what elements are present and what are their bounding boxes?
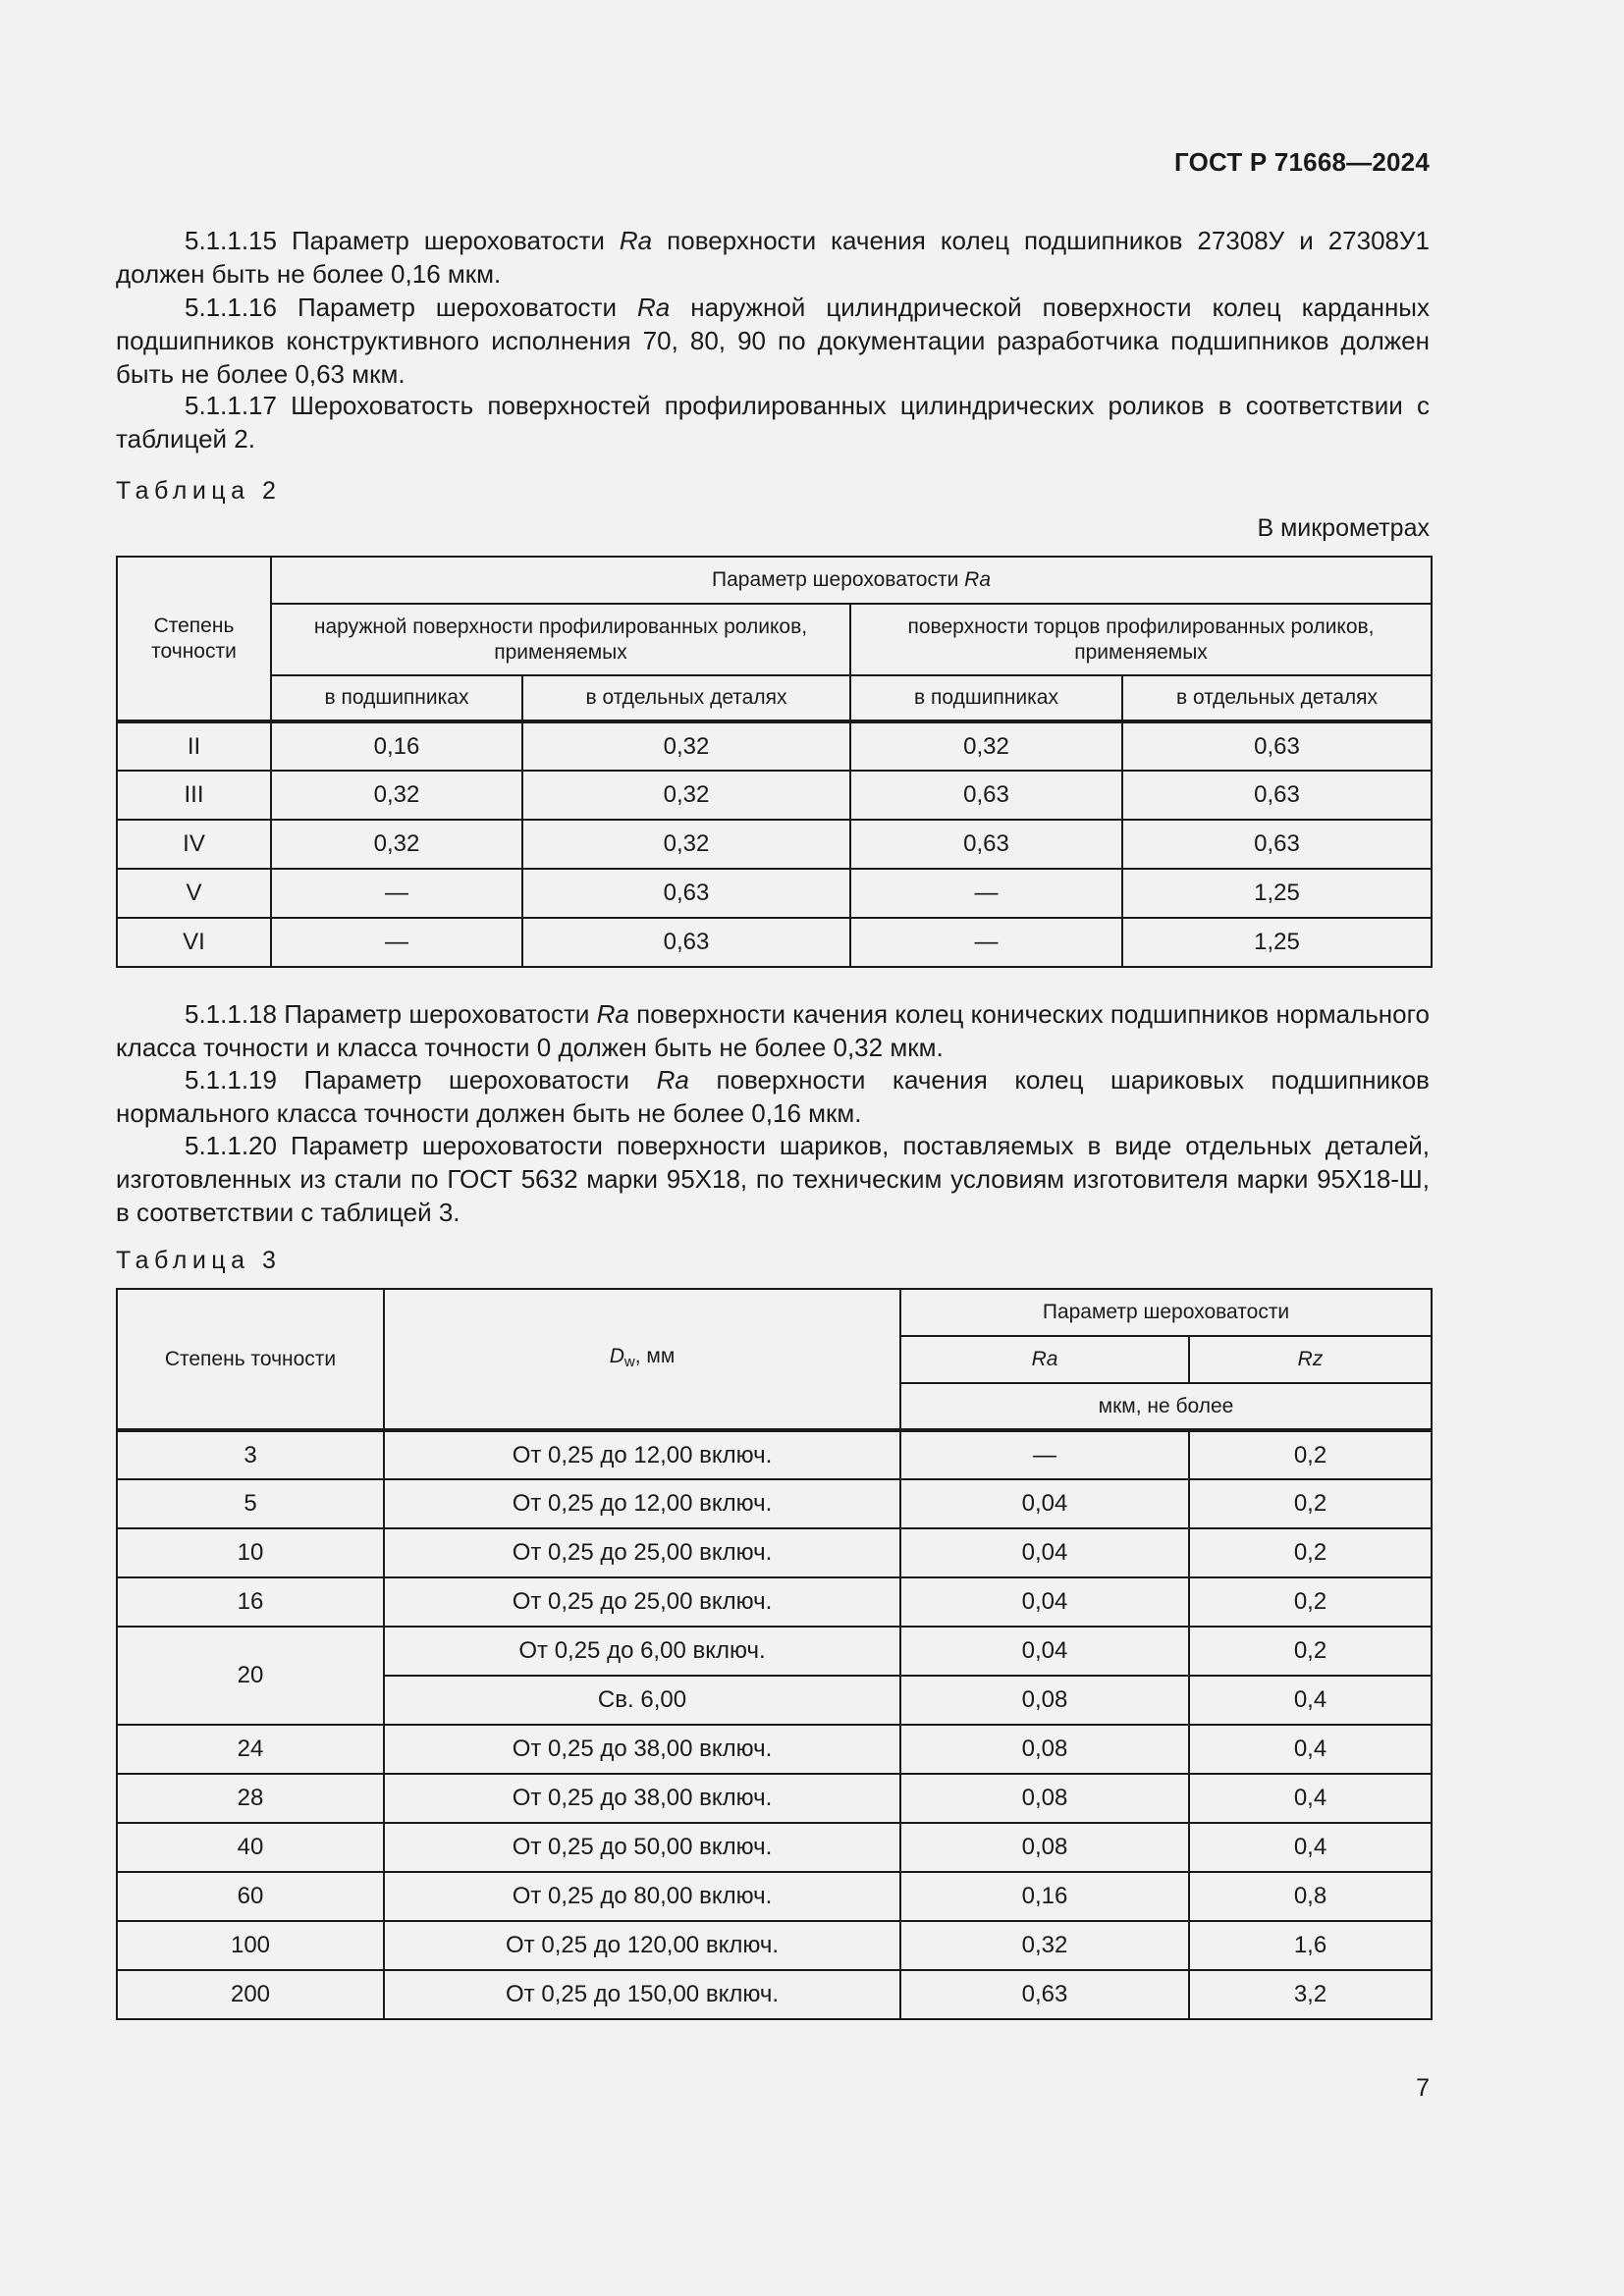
table-2-header-outer: наружной поверхности профилированных роликов, применяемых: [271, 604, 850, 675]
paragraph-5-1-1-18: 5.1.1.18 Параметр шероховатости Ra поверхности качения колец конических подшипников нормального класса точности и класса точности 0 должен быть не более 0,32 мкм.: [116, 999, 1430, 1062]
table-2-header-in-bearings: в подшипниках: [271, 675, 522, 721]
table-3-header-units: мкм, не более: [900, 1383, 1432, 1430]
table-2-caption: Таблица 2: [116, 477, 282, 505]
table-row: 40 От 0,25 до 50,00 включ. 0,08 0,4: [117, 1823, 1432, 1872]
table-row: III 0,32 0,32 0,63 0,63: [117, 771, 1432, 820]
table-3-header-rz: Rz: [1189, 1336, 1432, 1383]
table-row: II 0,16 0,32 0,32 0,63: [117, 721, 1432, 771]
table-row: Св. 6,00 0,08 0,4: [117, 1676, 1432, 1725]
table-row: VI — 0,63 — 1,25: [117, 918, 1432, 967]
table-2-header-grade: Степень точности: [117, 557, 271, 721]
table-3-caption: Таблица 3: [116, 1247, 282, 1274]
table-row: 24 От 0,25 до 38,00 включ. 0,08 0,4: [117, 1725, 1432, 1774]
paragraph-5-1-1-17: 5.1.1.17 Шероховатость поверхностей профилированных цилиндрических роликов в соответствии с таблицей 2.: [116, 391, 1430, 454]
table-3: [116, 1288, 1433, 2020]
table-row: 100 От 0,25 до 120,00 включ. 0,32 1,6: [117, 1921, 1432, 1970]
table-row: 3 От 0,25 до 12,00 включ. — 0,2: [117, 1430, 1432, 1479]
table-2-header-ends: поверхности торцов профилированных роликов, применяемых: [850, 604, 1432, 675]
table-2-header-separate: в отдельных деталях: [1122, 675, 1432, 721]
table-row: 16 От 0,25 до 25,00 включ. 0,04 0,2: [117, 1577, 1432, 1627]
table-row: 10 От 0,25 до 25,00 включ. 0,04 0,2: [117, 1528, 1432, 1577]
table-row: 20 От 0,25 до 6,00 включ. 0,04 0,2: [117, 1627, 1432, 1676]
page-number: 7: [1416, 2074, 1430, 2102]
table-2-units: В микрометрах: [1257, 514, 1430, 542]
table-2-header-param: Параметр шероховатости Ra: [271, 557, 1432, 604]
table-2-header-separate: в отдельных деталях: [522, 675, 850, 721]
table-row: IV 0,32 0,32 0,63 0,63: [117, 820, 1432, 869]
paragraph-5-1-1-15: 5.1.1.15 Параметр шероховатости Ra поверхности качения колец подшипников 27308У и 27308У1 должен быть не более 0,16 мкм.: [116, 226, 1430, 289]
table-row: 28 От 0,25 до 38,00 включ. 0,08 0,4: [117, 1774, 1432, 1823]
table-row: 5 От 0,25 до 12,00 включ. 0,04 0,2: [117, 1479, 1432, 1528]
paragraph-5-1-1-16: 5.1.1.16 Параметр шероховатости Ra наружной цилиндрической поверхности колец карданных подшипников конструктивного исполнения 70, 80, 90 по документации разработчика подшипников должен быть не более 0,63 мкм.: [116, 293, 1430, 389]
paragraph-5-1-1-20: 5.1.1.20 Параметр шероховатости поверхности шариков, поставляемых в виде отдельных деталей, изготовленных из стали по ГОСТ 5632 марки 95Х18, по техническим условиям изготовителя марки 95Х18-Ш, в соответствии с таблицей 3.: [116, 1131, 1430, 1227]
table-row: 200 От 0,25 до 150,00 включ. 0,63 3,2: [117, 1970, 1432, 2019]
table-3-header-ra: Ra: [900, 1336, 1189, 1383]
document-code: ГОСТ Р 71668—2024: [1174, 147, 1430, 177]
table-3-header-param: Параметр шероховатости: [900, 1289, 1432, 1336]
table-3-header-dw: $D_w$, мм: [384, 1289, 900, 1430]
table-2: [116, 556, 1433, 968]
table-3-header-grade: Степень точности: [117, 1289, 384, 1430]
table-row: 60 От 0,25 до 80,00 включ. 0,16 0,8: [117, 1872, 1432, 1921]
paragraph-5-1-1-19: 5.1.1.19 Параметр шероховатости Ra поверхности качения колец шариковых подшипников нормального класса точности должен быть не более 0,16 мкм.: [116, 1065, 1430, 1128]
table-2-header-in-bearings: в подшипниках: [850, 675, 1122, 721]
table-row: V — 0,63 — 1,25: [117, 869, 1432, 918]
